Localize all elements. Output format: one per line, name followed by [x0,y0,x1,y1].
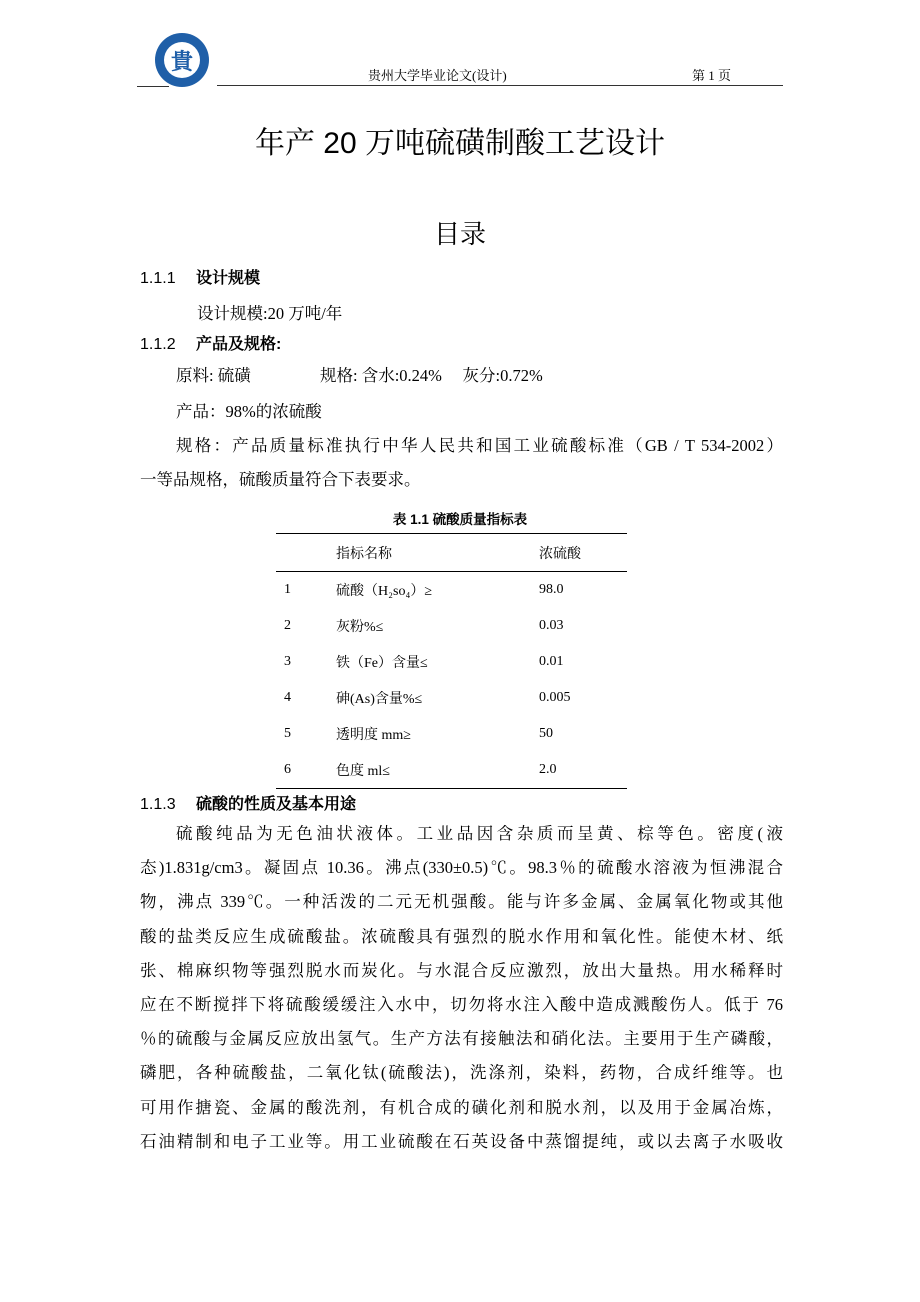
row-name: 硫酸（H₂so₄）≥ [336,584,433,599]
section-title: 设计规模 [196,270,261,287]
row-name: 铁（Fe）含量≤ [336,656,428,671]
spec-line-2: 一等品规格，硫酸质量符合下表要求。 [140,470,421,489]
table-row [276,644,627,680]
row-index: 6 [284,762,291,777]
row-index: 3 [284,654,291,669]
page-number: 第 1 页 [692,68,732,83]
row-name: 色度 ml≤ [336,764,390,779]
table-header-row [276,534,627,572]
row-name: 灰粉%≤ [336,620,384,635]
body-line: ％的硫酸与金属反应放出氢气。生产方法有接触法和硝化法。主要用于生产磷酸， [140,1029,783,1049]
body-line: 石油精制和电子工业等。用工业硫酸在石英设备中蒸馏提纯，或以去离子水吸收 [140,1131,783,1151]
row-index: 5 [284,726,291,741]
body-line: 张、棉麻织物等强烈脱水而炭化。与水混合反应激烈，放出大量热。用水稀释时 [140,960,783,980]
spec-line-1: 规格：产品质量标准执行中华人民共和国工业硫酸标准（GB / T 534-2002） [176,436,783,455]
product-text: 产品：98%的浓硫酸 [176,402,322,421]
row-index: 4 [284,690,291,705]
table-row [276,752,627,789]
section-title: 产品及规格: [196,336,282,353]
table-row [276,572,627,609]
toc-heading: 目录 [433,219,486,249]
raw-material-spec: 规格: 含水:0.24% 灰分:0.72% [320,366,543,385]
section-number: 1.1.1 [140,270,176,287]
row-value: 0.03 [539,618,564,633]
row-value: 2.0 [539,762,557,777]
body-line: 物，沸点 339℃。一种活泼的二元无机强酸。能与许多金属、金属氧化物或其他 [140,892,783,912]
section-title: 硫酸的性质及基本用途 [196,796,357,813]
body-line: 应在不断搅拌下将硫酸缓缓注入水中，切勿将水注入酸中造成溅酸伤人。低于 76 [140,995,783,1014]
header-name: 指标名称 [336,546,392,562]
logo-emblem: 貴 [164,42,200,78]
row-value: 98.0 [539,582,564,597]
raw-material-label: 原料: 硫磺 [176,366,251,385]
body-line: 态)1.831g/cm3。凝固点 10.36。沸点(330±0.5)℃。98.3％的硫酸水溶液为恒沸混合 [140,858,783,878]
row-value: 0.01 [539,654,564,669]
section-number: 1.1.2 [140,336,176,353]
row-name: 透明度 mm≥ [336,728,411,743]
section-heading-1-1-1 [140,265,260,288]
row-name: 砷(As)含量%≤ [336,692,423,707]
document-title: 年产 20 万吨硫磺制酸工艺设计 [254,127,666,160]
quality-table [276,533,627,789]
row-index: 2 [284,618,291,633]
section-heading-1-1-2 [140,331,281,354]
header-rule [217,85,783,86]
header-value: 浓硫酸 [539,546,581,562]
body-line: 磷肥，各种硫酸盐，二氧化钛(硫酸法)，洗涤剂，染料，药物，合成纤维等。也 [140,1063,783,1083]
table-row [276,608,627,644]
header-rule-short [137,86,169,87]
header-title: 贵州大学毕业论文(设计) [368,68,507,83]
university-logo [155,33,209,87]
body-line: 可用作搪瓷、金属的酸洗剂，有机合成的磺化剂和脱水剂，以及用于金属冶炼， [140,1097,783,1117]
table-row [276,680,627,716]
scale-text: 设计规模:20 万吨/年 [197,304,343,323]
table-row [276,716,627,752]
table-caption: 表 1.1 硫酸质量指标表 [392,512,528,527]
header-index [276,534,336,572]
row-value: 0.005 [539,690,571,705]
row-index: 1 [284,582,291,597]
body-line: 酸的盐类反应生成硫酸盐。浓硫酸具有强烈的脱水作用和氧化性。能使木材、纸 [140,926,783,946]
section-number: 1.1.3 [140,796,176,813]
section-heading-1-1-3 [140,791,356,814]
row-value: 50 [539,726,553,741]
body-line: 硫酸纯品为无色油状液体。工业品因含杂质而呈黄、棕等色。密度(液 [176,824,783,843]
